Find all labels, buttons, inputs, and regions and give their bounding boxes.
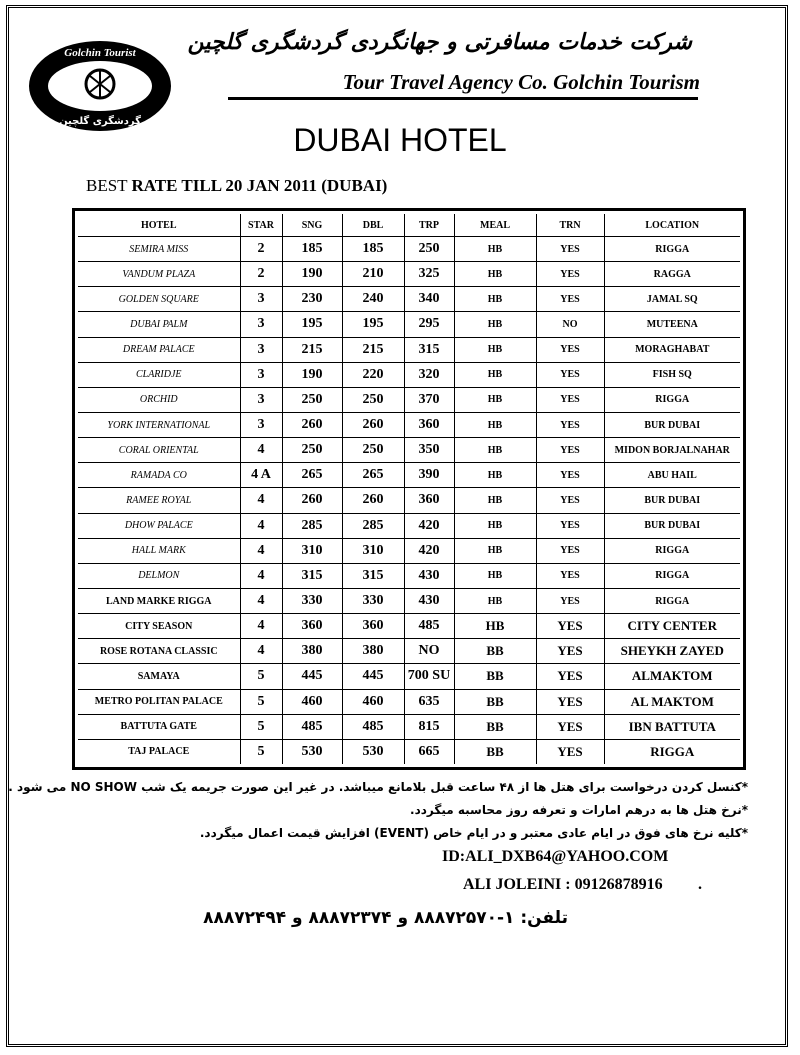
cell-hotel: CLARIDJE bbox=[78, 362, 240, 387]
cell-trp: 370 bbox=[404, 387, 454, 412]
cell-hotel: CORAL ORIENTAL bbox=[78, 438, 240, 463]
cell-hotel: HALL MARK bbox=[78, 538, 240, 563]
cell-hotel: LAND MARKE RIGGA bbox=[78, 588, 240, 613]
table-row bbox=[78, 362, 740, 387]
cell-trp: 815 bbox=[404, 714, 454, 739]
contact-dot: . bbox=[698, 876, 702, 893]
cell-meal: HB bbox=[454, 312, 536, 337]
table-row bbox=[78, 639, 740, 664]
cell-meal: HB bbox=[454, 463, 536, 488]
cell-sng: 185 bbox=[282, 237, 342, 262]
cell-dbl: 195 bbox=[342, 312, 404, 337]
table-header-row bbox=[78, 214, 740, 237]
cell-star: 5 bbox=[240, 664, 282, 689]
cell-star: 4 A bbox=[240, 463, 282, 488]
cell-trp: 320 bbox=[404, 362, 454, 387]
cell-meal: HB bbox=[454, 614, 536, 639]
table-row bbox=[78, 262, 740, 287]
cell-hotel: DUBAI PALM bbox=[78, 312, 240, 337]
header-dbl: DBL bbox=[342, 214, 404, 237]
cell-sng: 330 bbox=[282, 588, 342, 613]
cell-location: RIGGA bbox=[604, 387, 740, 412]
cell-location: BUR DUBAI bbox=[604, 412, 740, 437]
cell-location: AL MAKTOM bbox=[604, 689, 740, 714]
table-row bbox=[78, 312, 740, 337]
note-line: *کنسل کردن درخواست برای هتل ها از ۴۸ ساعت قبل بلامانع میباشد. در غیر این صورت جریمه یک شب NO SHOW می شود . bbox=[8, 780, 748, 794]
doc-title: DUBAI HOTEL bbox=[293, 122, 507, 158]
header-meal: MEAL bbox=[454, 214, 536, 237]
cell-trn: YES bbox=[536, 588, 604, 613]
cell-sng: 215 bbox=[282, 337, 342, 362]
cell-sng: 485 bbox=[282, 714, 342, 739]
terms-notes bbox=[8, 776, 748, 845]
cell-meal: HB bbox=[454, 262, 536, 287]
cell-location: RAGGA bbox=[604, 262, 740, 287]
cell-star: 3 bbox=[240, 312, 282, 337]
header-rule bbox=[228, 97, 698, 100]
cell-star: 4 bbox=[240, 438, 282, 463]
cell-star: 4 bbox=[240, 513, 282, 538]
table-row bbox=[78, 588, 740, 613]
header-star: STAR bbox=[240, 214, 282, 237]
table-row bbox=[78, 337, 740, 362]
subtitle-rest: RATE TILL 20 JAN 2011 (DUBAI) bbox=[131, 176, 388, 195]
cell-meal: HB bbox=[454, 362, 536, 387]
cell-star: 3 bbox=[240, 387, 282, 412]
table-row bbox=[78, 739, 740, 764]
cell-trn: YES bbox=[536, 739, 604, 764]
cell-trn: YES bbox=[536, 337, 604, 362]
cell-sng: 445 bbox=[282, 664, 342, 689]
cell-trn: YES bbox=[536, 714, 604, 739]
table-row bbox=[78, 614, 740, 639]
cell-sng: 315 bbox=[282, 563, 342, 588]
cell-hotel: RAMADA CO bbox=[78, 463, 240, 488]
subtitle-lead: BEST bbox=[86, 176, 128, 195]
cell-hotel: DHOW PALACE bbox=[78, 513, 240, 538]
cell-meal: HB bbox=[454, 563, 536, 588]
cell-meal: HB bbox=[454, 337, 536, 362]
cell-dbl: 330 bbox=[342, 588, 404, 613]
cell-sng: 265 bbox=[282, 463, 342, 488]
cell-trp: 250 bbox=[404, 237, 454, 262]
cell-trn: YES bbox=[536, 262, 604, 287]
cell-dbl: 285 bbox=[342, 513, 404, 538]
cell-dbl: 260 bbox=[342, 412, 404, 437]
cell-dbl: 380 bbox=[342, 639, 404, 664]
cell-trp: 635 bbox=[404, 689, 454, 714]
cell-dbl: 210 bbox=[342, 262, 404, 287]
cell-location: MORAGHABAT bbox=[604, 337, 740, 362]
cell-trn: YES bbox=[536, 614, 604, 639]
cell-trp: 340 bbox=[404, 287, 454, 312]
cell-hotel: ROSE ROTANA CLASSIC bbox=[78, 639, 240, 664]
cell-trn: YES bbox=[536, 287, 604, 312]
cell-trp: 390 bbox=[404, 463, 454, 488]
cell-star: 4 bbox=[240, 488, 282, 513]
cell-trp: 315 bbox=[404, 337, 454, 362]
logo-text-bottom: گردشگری گلچین bbox=[59, 116, 141, 127]
cell-star: 3 bbox=[240, 287, 282, 312]
cell-hotel: RAMEE ROYAL bbox=[78, 488, 240, 513]
cell-sng: 460 bbox=[282, 689, 342, 714]
header-title-fa: شرکت خدمات مسافرتی و جهانگردی گردشگری گلچین bbox=[187, 30, 692, 55]
cell-location: SHEYKH ZAYED bbox=[604, 639, 740, 664]
cell-trn: YES bbox=[536, 488, 604, 513]
cell-meal: BB bbox=[454, 639, 536, 664]
cell-trp: 430 bbox=[404, 563, 454, 588]
table-row bbox=[78, 513, 740, 538]
cell-star: 4 bbox=[240, 614, 282, 639]
contact-name-phone: ALI JOLEINI : 09126878916 bbox=[463, 876, 663, 893]
cell-dbl: 215 bbox=[342, 337, 404, 362]
cell-star: 2 bbox=[240, 262, 282, 287]
cell-dbl: 240 bbox=[342, 287, 404, 312]
cell-sng: 195 bbox=[282, 312, 342, 337]
table-row bbox=[78, 538, 740, 563]
table-row bbox=[78, 664, 740, 689]
cell-location: CITY CENTER bbox=[604, 614, 740, 639]
cell-location: BUR DUBAI bbox=[604, 513, 740, 538]
cell-meal: BB bbox=[454, 689, 536, 714]
cell-trn: YES bbox=[536, 664, 604, 689]
cell-meal: BB bbox=[454, 714, 536, 739]
cell-hotel: GOLDEN SQUARE bbox=[78, 287, 240, 312]
header-sng: SNG bbox=[282, 214, 342, 237]
cell-hotel: VANDUM PLAZA bbox=[78, 262, 240, 287]
cell-hotel: SAMAYA bbox=[78, 664, 240, 689]
cell-dbl: 315 bbox=[342, 563, 404, 588]
table-row bbox=[78, 463, 740, 488]
cell-hotel: METRO POLITAN PALACE bbox=[78, 689, 240, 714]
cell-trn: YES bbox=[536, 538, 604, 563]
cell-sng: 310 bbox=[282, 538, 342, 563]
cell-location: RIGGA bbox=[604, 237, 740, 262]
cell-sng: 530 bbox=[282, 739, 342, 764]
cell-trn: YES bbox=[536, 237, 604, 262]
cell-star: 4 bbox=[240, 588, 282, 613]
cell-dbl: 360 bbox=[342, 614, 404, 639]
cell-meal: HB bbox=[454, 387, 536, 412]
cell-star: 2 bbox=[240, 237, 282, 262]
cell-hotel: ORCHID bbox=[78, 387, 240, 412]
cell-trp: 350 bbox=[404, 438, 454, 463]
cell-star: 4 bbox=[240, 639, 282, 664]
cell-location: BUR DUBAI bbox=[604, 488, 740, 513]
contact-email: ID:ALI_DXB64@YAHOO.COM bbox=[442, 848, 669, 865]
table-row bbox=[78, 287, 740, 312]
rate-subtitle bbox=[86, 176, 387, 196]
table-row bbox=[78, 438, 740, 463]
cell-dbl: 260 bbox=[342, 488, 404, 513]
cell-location: IBN BATTUTA bbox=[604, 714, 740, 739]
table-row bbox=[78, 714, 740, 739]
cell-star: 4 bbox=[240, 538, 282, 563]
logo-text-top: Golchin Tourist bbox=[64, 47, 136, 59]
cell-trn: NO bbox=[536, 312, 604, 337]
cell-sng: 190 bbox=[282, 362, 342, 387]
cell-dbl: 310 bbox=[342, 538, 404, 563]
table-row bbox=[78, 689, 740, 714]
cell-star: 5 bbox=[240, 689, 282, 714]
cell-location: JAMAL SQ bbox=[604, 287, 740, 312]
cell-trn: YES bbox=[536, 412, 604, 437]
cell-trp: 430 bbox=[404, 588, 454, 613]
table-row bbox=[78, 237, 740, 262]
cell-hotel: YORK INTERNATIONAL bbox=[78, 412, 240, 437]
cell-hotel: SEMIRA MISS bbox=[78, 237, 240, 262]
cell-trp: 360 bbox=[404, 412, 454, 437]
cell-dbl: 250 bbox=[342, 438, 404, 463]
cell-star: 3 bbox=[240, 362, 282, 387]
table-row bbox=[78, 488, 740, 513]
cell-meal: HB bbox=[454, 412, 536, 437]
cell-trn: YES bbox=[536, 563, 604, 588]
cell-location: ALMAKTOM bbox=[604, 664, 740, 689]
cell-meal: HB bbox=[454, 438, 536, 463]
cell-trp: 295 bbox=[404, 312, 454, 337]
cell-trp: NO bbox=[404, 639, 454, 664]
cell-meal: HB bbox=[454, 538, 536, 563]
cell-location: RIGGA bbox=[650, 743, 695, 759]
cell-location: RIGGA bbox=[604, 538, 740, 563]
cell-hotel: BATTUTA GATE bbox=[78, 714, 240, 739]
cell-star: 5 bbox=[240, 739, 282, 764]
cell-hotel: TAJ PALACE bbox=[128, 746, 190, 758]
cell-meal: HB bbox=[454, 588, 536, 613]
cell-trp: 485 bbox=[404, 614, 454, 639]
table-row bbox=[78, 387, 740, 412]
cell-sng: 190 bbox=[282, 262, 342, 287]
cell-sng: 260 bbox=[282, 412, 342, 437]
header-title-en: Tour Travel Agency Co. Golchin Tourism bbox=[342, 70, 700, 94]
cell-sng: 250 bbox=[282, 438, 342, 463]
cell-location: RIGGA bbox=[604, 563, 740, 588]
cell-trn: YES bbox=[536, 513, 604, 538]
cell-dbl: 530 bbox=[342, 739, 404, 764]
cell-meal: BB bbox=[486, 743, 504, 759]
cell-meal: HB bbox=[454, 287, 536, 312]
cell-sng: 260 bbox=[282, 488, 342, 513]
cell-star: 5 bbox=[240, 714, 282, 739]
cell-location: RIGGA bbox=[604, 588, 740, 613]
cell-dbl: 485 bbox=[342, 714, 404, 739]
cell-trp: 700 SU bbox=[404, 664, 454, 689]
header-hotel: HOTEL bbox=[78, 214, 240, 237]
header-trn: TRN bbox=[536, 214, 604, 237]
cell-sng: 250 bbox=[282, 387, 342, 412]
cell-hotel: DREAM PALACE bbox=[78, 337, 240, 362]
header-trp: TRP bbox=[404, 214, 454, 237]
cell-hotel: DELMON bbox=[78, 563, 240, 588]
cell-trp: 420 bbox=[404, 538, 454, 563]
cell-trn: YES bbox=[536, 438, 604, 463]
cell-trp: 420 bbox=[404, 513, 454, 538]
phone-numbers: تلفن: ۱-۸۸۸۷۲۵۷۰ و ۸۸۸۷۲۳۷۴ و ۸۸۸۷۲۴۹۴ bbox=[203, 908, 568, 928]
cell-location: MIDON BORJALNAHAR bbox=[604, 438, 740, 463]
cell-meal: HB bbox=[454, 237, 536, 262]
cell-star: 4 bbox=[240, 563, 282, 588]
hotel-rate-table bbox=[72, 208, 746, 770]
cell-trp: 665 bbox=[404, 739, 454, 764]
cell-location: FISH SQ bbox=[604, 362, 740, 387]
cell-sng: 230 bbox=[282, 287, 342, 312]
cell-sng: 360 bbox=[282, 614, 342, 639]
header-location: LOCATION bbox=[604, 214, 740, 237]
cell-dbl: 265 bbox=[342, 463, 404, 488]
cell-meal: HB bbox=[454, 513, 536, 538]
note-line: *نرخ هتل ها به درهم امارات و تعرفه روز محاسبه میگردد. bbox=[410, 803, 748, 817]
cell-star: 3 bbox=[240, 337, 282, 362]
cell-location: MUTEENA bbox=[604, 312, 740, 337]
cell-dbl: 445 bbox=[342, 664, 404, 689]
cell-trn: YES bbox=[536, 387, 604, 412]
cell-dbl: 220 bbox=[342, 362, 404, 387]
cell-dbl: 460 bbox=[342, 689, 404, 714]
cell-sng: 285 bbox=[282, 513, 342, 538]
cell-location: ABU HAIL bbox=[604, 463, 740, 488]
cell-star: 3 bbox=[240, 412, 282, 437]
cell-trp: 360 bbox=[404, 488, 454, 513]
cell-trn: YES bbox=[536, 689, 604, 714]
cell-dbl: 185 bbox=[342, 237, 404, 262]
cell-dbl: 250 bbox=[342, 387, 404, 412]
cell-trn: YES bbox=[536, 639, 604, 664]
cell-hotel: CITY SEASON bbox=[78, 614, 240, 639]
cell-sng: 380 bbox=[282, 639, 342, 664]
table-row bbox=[78, 563, 740, 588]
cell-trn: YES bbox=[536, 463, 604, 488]
note-line: *کلیه نرخ های فوق در ایام عادی معتبر و در ایام خاص (EVENT) افزایش قیمت اعمال میگردد. bbox=[199, 826, 748, 840]
cell-trp: 325 bbox=[404, 262, 454, 287]
cell-meal: BB bbox=[454, 664, 536, 689]
cell-trn: YES bbox=[536, 362, 604, 387]
cell-meal: HB bbox=[454, 488, 536, 513]
table-row bbox=[78, 412, 740, 437]
